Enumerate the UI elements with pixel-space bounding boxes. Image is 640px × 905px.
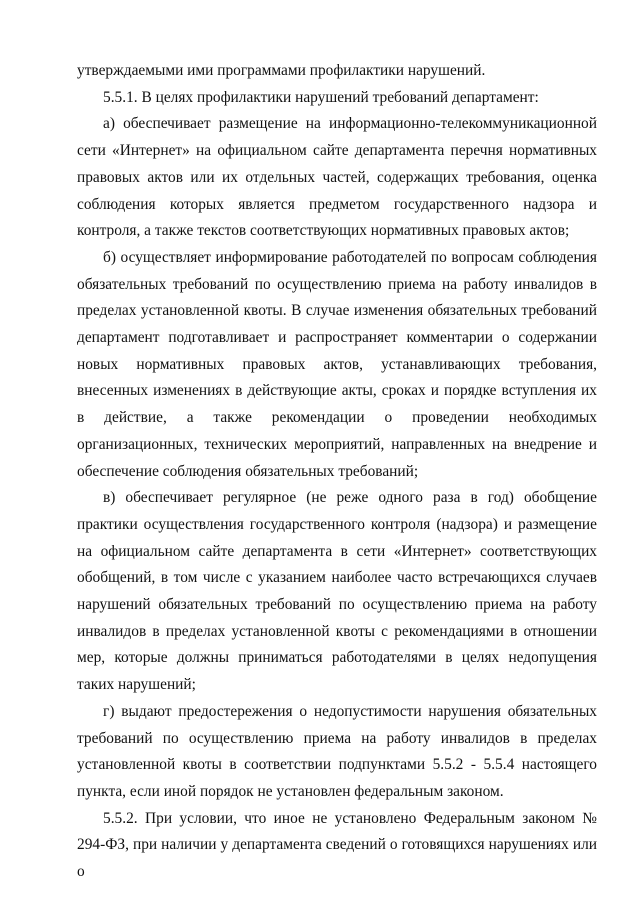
paragraph-item-v: в) обеспечивает регулярное (не реже одного раза в год) обобщение практики осуществления государственного контроля (надзора) и размещение на официальном сайте департамента в сети «Интернет» соответствующих обобщений, в том числе с указанием наиболее часто встречающихся случаев нарушений обязательных требований по осуществлению приема на работу инвалидов в пределах установленной квоты с рекомендациями в отношении мер, которые должны приниматься работодателями в целях недопущения таких нарушений; — [77, 489, 597, 694]
paragraph-item-b: б) осуществляет информирование работодателей по вопросам соблюдения обязательных требований по осуществлению приема на работу инвалидов в пределах установленной квоты. В случае изменения обязательных требований департамент подготавливает и распространяет комментарии о содержании новых нормативных правовых актов, устанавливающих требования, внесенных изменениях в действующие акты, сроках и порядке вступления их в действие, а также рекомендации о проведении необходимых организационных, технических мероприятий, направленных на внедрение и обеспечение соблюдения обязательных требований; — [77, 248, 597, 480]
document-body — [77, 58, 597, 886]
paragraph-5-5-2: 5.5.2. При условии, что иное не установлено Федеральным законом № 294-ФЗ, при наличии у департамента сведений о готовящихся нарушениях или о — [77, 809, 597, 881]
paragraph-item-g: г) выдают предостережения о недопустимости нарушения обязательных требований по осуществлению приема на работу инвалидов в пределах установленной квоты в соответствии подпунктами 5.5.2 - 5.5.4 настоящего пункта, если иной порядок не установлен федеральным законом. — [77, 702, 597, 800]
paragraph-5-5-1: 5.5.1. В целях профилактики нарушений требований департамент: — [103, 88, 539, 106]
paragraph-item-a: а) обеспечивает размещение на информационно-телекоммуникационной сети «Интернет» на официальном сайте департамента перечня нормативных правовых актов или их отдельных частей, содержащих требования, оценка соблюдения которых является предметом государственного надзора и контроля, а также текстов соответствующих нормативных правовых актов; — [77, 115, 597, 240]
paragraph-continuation: утверждаемыми ими программами профилактики нарушений. — [77, 62, 486, 79]
